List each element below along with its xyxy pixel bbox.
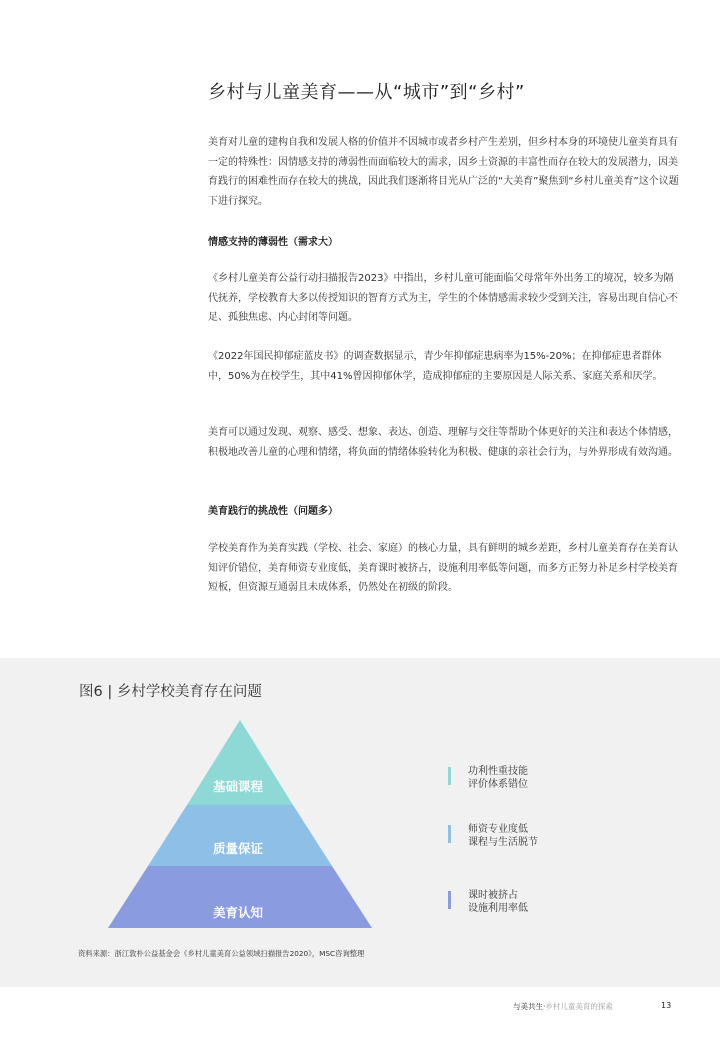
running-footer: [513, 1001, 613, 1012]
legend-marker: [448, 825, 451, 843]
legend-text: 评价体系错位: [468, 779, 528, 790]
paragraph-aesthetic-education-benefits: 美育可以通过发现、观察、感受、想象、表达、创造、理解与交往等帮助个体更好的关注和表达个体情感，积极地改善儿童的心理和情绪，将负面的情绪体验转化为积极、健康的亲社会行为，与外界形成有效沟通。: [208, 427, 678, 458]
legend-marker: [448, 891, 451, 909]
problem-pyramid: [105, 720, 375, 930]
pyramid-level-middle: [148, 805, 332, 866]
page-number: 13: [661, 1001, 672, 1010]
paragraph-depression-report: 《2022年国民抑郁症蓝皮书》的调查数据显示，青少年抑郁症患病率为15%-20%；在抑郁症患者群体中，50%为在校学生，其中41%曾因抑郁休学，造成抑郁症的主要原因是人际关系、家庭关系和厌学。: [208, 351, 663, 382]
section-heading-challenges: 美育践行的挑战性（问题多）: [208, 506, 338, 517]
pyramid-label-aesthetic-awareness: 美育认知: [212, 905, 264, 920]
legend-text: 功利性重技能: [468, 766, 528, 777]
legend-text: 课程与生活脱节: [468, 837, 538, 848]
legend-text: 设施利用率低: [468, 903, 528, 914]
legend-marker: [448, 767, 451, 785]
footer-subtitle: 乡村儿童美育的探索: [545, 1002, 613, 1011]
section-heading-emotional-support: 情感支持的薄弱性（需求大）: [208, 237, 338, 248]
intro-paragraph: 美育对儿童的建构自我和发展人格的价值并不因城市或者乡村产生差别，但乡村本身的环境使儿童美育具有一定的特殊性：因情感支持的薄弱性而面临较大的需求，因乡土资源的丰富性而存在较大的发展潜力，因美育践行的困难性而存在较大的挑战，因此我们逐渐将目光从广泛的“大美育”聚焦到“乡村儿童美育”这个议题下进行探究。: [208, 137, 679, 207]
pyramid-label-basic-curriculum: 基础课程: [212, 779, 264, 794]
figure-source: 资料来源：浙江敦朴公益基金会《乡村儿童美育公益领域扫描报告2020》，MSC咨询整理: [78, 949, 365, 958]
paragraph-report-2023: 《乡村儿童美育公益行动扫描报告2023》中指出，乡村儿童可能面临父母常年外出务工的境况，较多为隔代抚养，学校教育大多以传授知识的智育方式为主，学生的个体情感需求较少受到关注，容易出现自信心不足、孤独焦虑、内心封闭等问题。: [208, 273, 678, 323]
footer-series-name: 与美共生·: [513, 1002, 546, 1011]
figure-title: 图6 | 乡村学校美育存在问题: [79, 684, 262, 700]
paragraph-school-aesthetic-education: 学校美育作为美育实践（学校、社会、家庭）的核心力量，具有鲜明的城乡差距，乡村儿童美育存在美育认知评价错位，美育师资专业度低，美育课时被挤占，设施利用率低等问题，而多方正努力补足乡村学校美育短板，但资源互通弱且未成体系，仍然处在初级的阶段。: [208, 543, 678, 593]
pyramid-label-quality-assurance: 质量保证: [212, 841, 264, 856]
legend-text: 师资专业度低: [468, 824, 528, 835]
page-title: 乡村与儿童美育——从“城市”到“乡村”: [208, 82, 525, 103]
legend-text: 课时被挤占: [468, 890, 518, 901]
